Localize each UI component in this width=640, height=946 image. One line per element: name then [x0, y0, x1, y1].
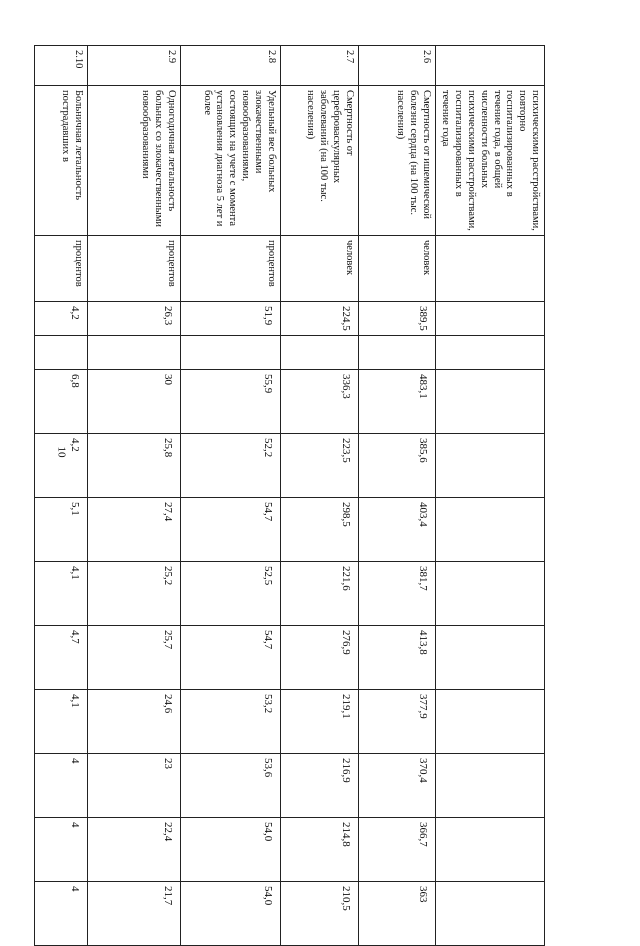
- value-cell: 25,7: [87, 626, 180, 690]
- table-row: [34, 46, 87, 946]
- value-cell: 210,5: [280, 882, 358, 946]
- value-cell: [435, 626, 544, 690]
- value-cell: 389,5: [358, 302, 435, 336]
- indicators-table: [34, 45, 545, 946]
- indicator-name: Смертность от ишемической болезни сердца (на 100 тыс. населения): [358, 86, 435, 236]
- value-cell: 219,1: [280, 690, 358, 754]
- empty-cell: [34, 336, 87, 370]
- value-cell: 54,7: [180, 626, 280, 690]
- value-cell: 53,2: [180, 690, 280, 754]
- value-cell: 54,7: [180, 498, 280, 562]
- unit-cell: человек: [280, 236, 358, 302]
- row-number: 2.9: [87, 46, 180, 86]
- indicator-name: Одногодичная летальность больных со злокачественными новообразованиями: [87, 86, 180, 236]
- value-cell: 52,5: [180, 562, 280, 626]
- table-row: [180, 46, 280, 946]
- value-cell: [435, 690, 544, 754]
- page-number: 10: [55, 446, 68, 458]
- value-cell: 413,8: [358, 626, 435, 690]
- value-cell: 25,8: [87, 434, 180, 498]
- value-cell: 4: [34, 754, 87, 818]
- value-cell: 6,8: [34, 370, 87, 434]
- value-cell: 4,1: [34, 690, 87, 754]
- empty-cell: [180, 336, 280, 370]
- value-cell: 52,2: [180, 434, 280, 498]
- value-cell: [435, 498, 544, 562]
- unit-cell: процентов: [87, 236, 180, 302]
- empty-cell: [358, 336, 435, 370]
- table-row: [87, 46, 180, 946]
- value-cell: 23: [87, 754, 180, 818]
- value-cell: 223,5: [280, 434, 358, 498]
- value-cell: 381,7: [358, 562, 435, 626]
- value-cell: 4,1: [34, 562, 87, 626]
- value-cell: 5,1: [34, 498, 87, 562]
- value-cell: [435, 562, 544, 626]
- value-cell: 370,4: [358, 754, 435, 818]
- value-cell: 214,8: [280, 818, 358, 882]
- value-cell: 4: [34, 882, 87, 946]
- value-cell: 403,4: [358, 498, 435, 562]
- indicator-name: психическими расстройствами, повторно госпитализированных в течение года, в общей численности больных психическими расстройствами, госпитализированных в течение года: [435, 86, 544, 236]
- value-cell: 54,0: [180, 882, 280, 946]
- value-cell: [435, 882, 544, 946]
- value-cell: 4,2: [34, 434, 87, 498]
- unit-cell: человек: [358, 236, 435, 302]
- value-cell: 4,7: [34, 626, 87, 690]
- table-row: [358, 46, 435, 946]
- value-cell: [435, 302, 544, 336]
- value-cell: 24,6: [87, 690, 180, 754]
- value-cell: 51,9: [180, 302, 280, 336]
- unit-cell: процентов: [34, 236, 87, 302]
- value-cell: 385,6: [358, 434, 435, 498]
- value-cell: 336,3: [280, 370, 358, 434]
- unit-cell: процентов: [180, 236, 280, 302]
- rotated-table-container: [59, 45, 545, 911]
- value-cell: [435, 434, 544, 498]
- table-row: [435, 46, 544, 946]
- unit-cell: [435, 236, 544, 302]
- value-cell: 54,0: [180, 818, 280, 882]
- value-cell: 22,4: [87, 818, 180, 882]
- value-cell: 366,7: [358, 818, 435, 882]
- value-cell: 483,1: [358, 370, 435, 434]
- empty-cell: [87, 336, 180, 370]
- value-cell: 26,3: [87, 302, 180, 336]
- row-number: 2.10: [34, 46, 87, 86]
- value-cell: [435, 754, 544, 818]
- value-cell: 298,5: [280, 498, 358, 562]
- value-cell: 276,9: [280, 626, 358, 690]
- indicator-name: Смертность от цереброваскулярных заболеваний (на 100 тыс. населения): [280, 86, 358, 236]
- row-number: 2.7: [280, 46, 358, 86]
- value-cell: 25,2: [87, 562, 180, 626]
- row-number: [435, 46, 544, 86]
- value-cell: 224,5: [280, 302, 358, 336]
- value-cell: 221,6: [280, 562, 358, 626]
- value-cell: [435, 370, 544, 434]
- value-cell: [435, 818, 544, 882]
- table-row: [280, 46, 358, 946]
- indicator-name: Больничная летальность пострадавших в: [34, 86, 87, 236]
- value-cell: 55,9: [180, 370, 280, 434]
- value-cell: 30: [87, 370, 180, 434]
- row-number: 2.6: [358, 46, 435, 86]
- value-cell: 4: [34, 818, 87, 882]
- value-cell: 4,2: [34, 302, 87, 336]
- value-cell: 27,4: [87, 498, 180, 562]
- value-cell: 21,7: [87, 882, 180, 946]
- value-cell: 363: [358, 882, 435, 946]
- empty-cell: [280, 336, 358, 370]
- row-number: 2.8: [180, 46, 280, 86]
- value-cell: 53,6: [180, 754, 280, 818]
- empty-cell: [435, 336, 544, 370]
- value-cell: 216,9: [280, 754, 358, 818]
- value-cell: 377,9: [358, 690, 435, 754]
- indicator-name: Удельный вес больных злокачественными новообразованиями, состоящих на учете с момента установления диагноза 5 лет и более: [180, 86, 280, 236]
